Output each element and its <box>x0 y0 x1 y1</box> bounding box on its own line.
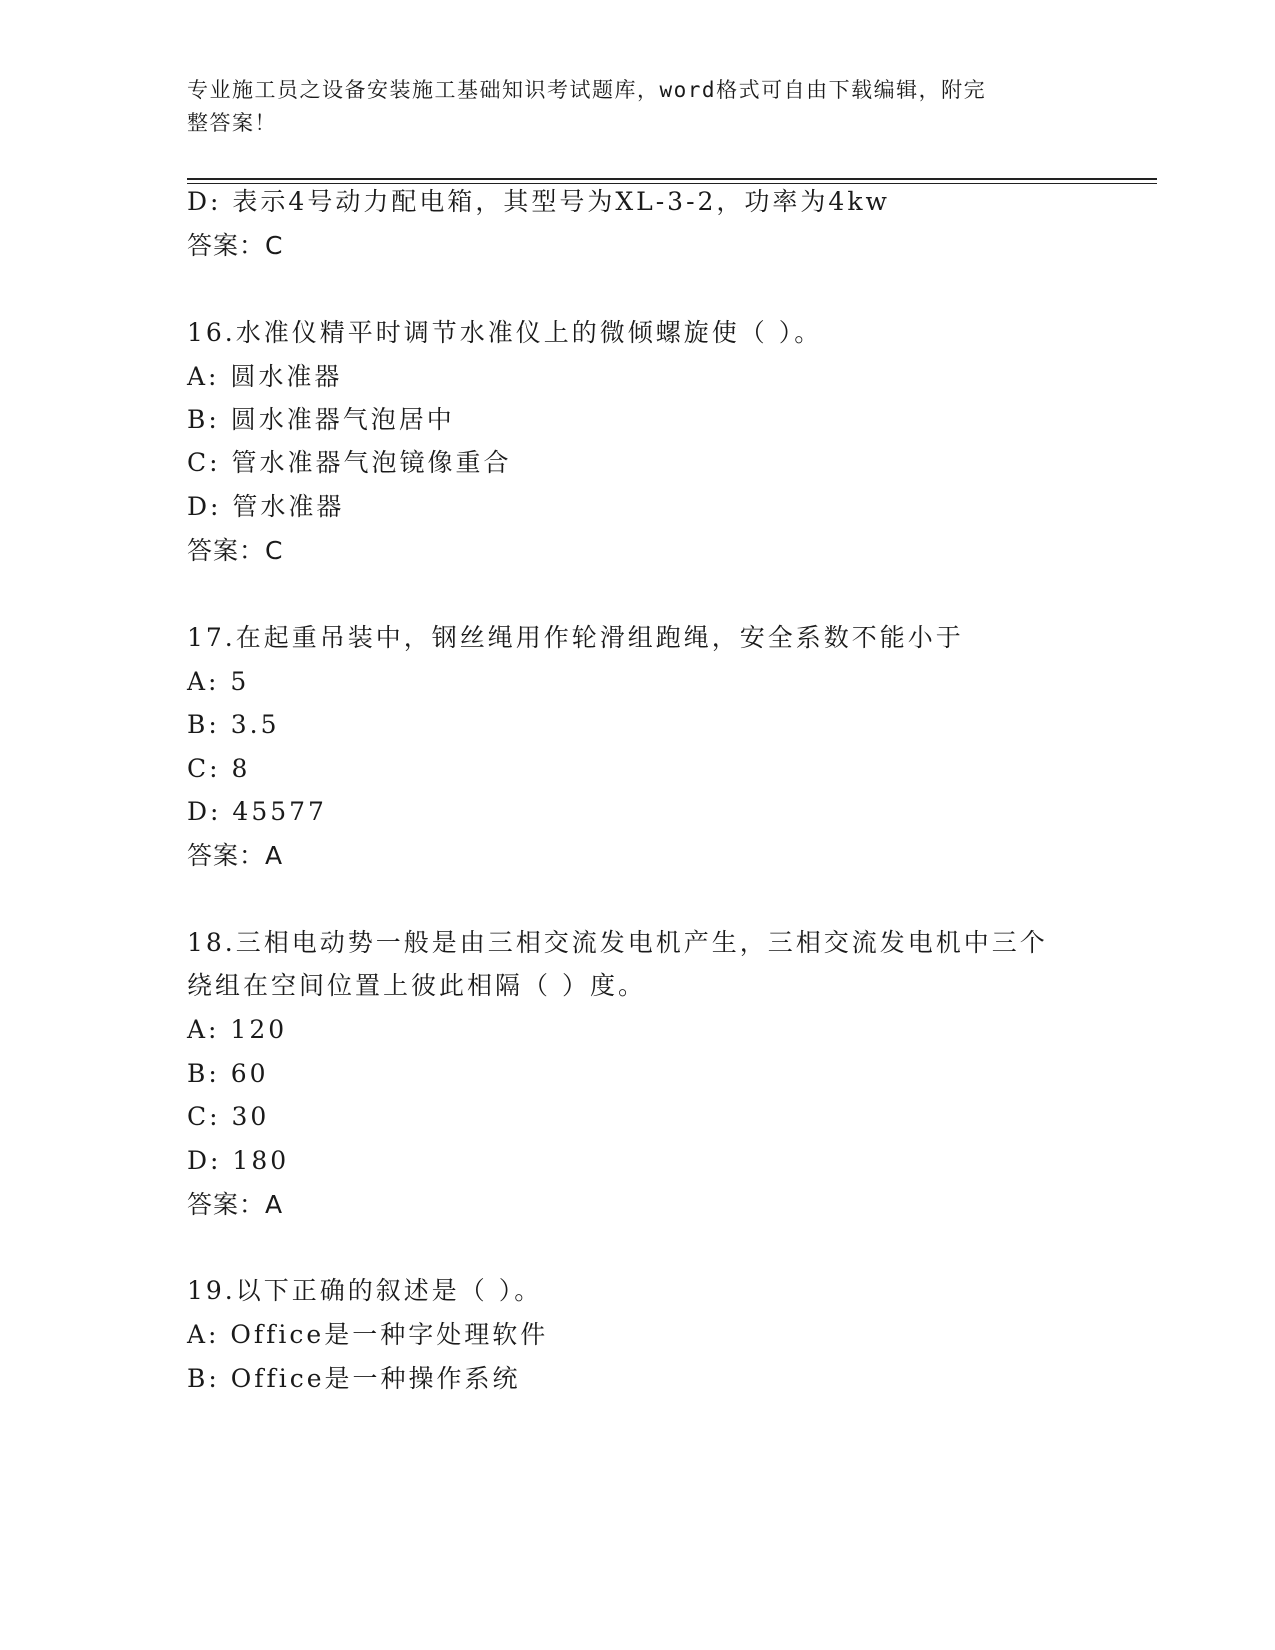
q19-option-b: B: Office是一种操作系统 <box>187 1364 521 1393</box>
q18-answer: 答案：A <box>187 1190 284 1219</box>
q18-option-c: C: 30 <box>187 1102 270 1131</box>
q17-option-b: B: 3.5 <box>187 710 280 739</box>
q16-question: 16.水准仪精平时调节水准仪上的微倾螺旋使（ ）。 <box>187 318 823 347</box>
q15-option-d: D: 表示4号动力配电箱，其型号为XL-3-2，功率为4kw <box>187 187 890 216</box>
q16-option-c: C: 管水准器气泡镜像重合 <box>187 448 512 477</box>
q16-option-a: A: 圆水准器 <box>187 362 343 391</box>
q19-option-a: A: Office是一种字处理软件 <box>187 1320 549 1349</box>
q18-question-line-2: 绕组在空间位置上彼此相隔（ ）度。 <box>187 971 646 1000</box>
q18-option-b: B: 60 <box>187 1059 269 1088</box>
header-divider-thick <box>187 178 1157 180</box>
q17-question: 17.在起重吊装中，钢丝绳用作轮滑组跑绳，安全系数不能小于 <box>187 623 964 652</box>
q17-option-d: D: 45577 <box>187 797 327 826</box>
q16-option-d: D: 管水准器 <box>187 492 345 521</box>
document-header <box>187 74 1087 140</box>
header-line-2: 整答案！ <box>187 111 277 135</box>
q16-answer: 答案：C <box>187 536 284 565</box>
q19-question: 19.以下正确的叙述是（ ）。 <box>187 1276 543 1305</box>
q18-option-a: A: 120 <box>187 1015 288 1044</box>
q17-option-c: C: 8 <box>187 754 251 783</box>
q17-answer: 答案：A <box>187 841 284 870</box>
q17-option-a: A: 5 <box>187 667 250 696</box>
header-line-1: 专业施工员之设备安装施工基础知识考试题库，word格式可自由下载编辑，附完 <box>187 78 987 102</box>
q15-answer: 答案：C <box>187 231 284 260</box>
q16-option-b: B: 圆水准器气泡居中 <box>187 405 455 434</box>
q18-option-d: D: 180 <box>187 1146 290 1175</box>
header-divider-thin <box>187 183 1157 184</box>
q18-question-line-1: 18.三相电动势一般是由三相交流发电机产生，三相交流发电机中三个 <box>187 928 1048 957</box>
